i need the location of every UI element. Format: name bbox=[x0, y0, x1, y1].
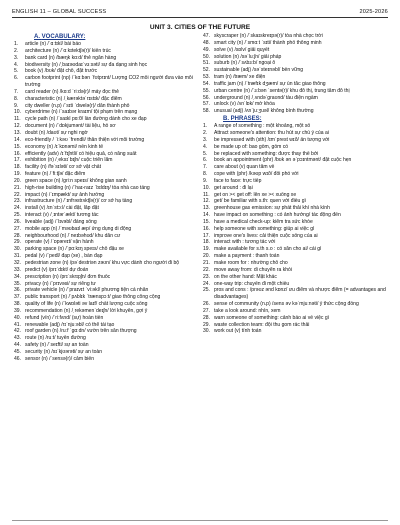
item-number: 30. bbox=[14, 246, 22, 253]
phrase-item bbox=[203, 328, 388, 335]
item-text: warn someone of something: cảnh báo ai về việc gì bbox=[214, 314, 330, 321]
item-number: 27. bbox=[203, 307, 211, 314]
item-text: have impact on something : có ảnh hưởng/ tác động đến bbox=[214, 212, 341, 219]
phrase-item bbox=[203, 246, 388, 253]
item-text: on the other hand: Mặt khác bbox=[214, 273, 277, 280]
item-text: underground (n) /ˌʌndəˈɡraʊnd/ tàu điện ngầm bbox=[214, 94, 318, 101]
item-number: 46. bbox=[14, 355, 22, 362]
item-text: get/ be familiar with s.th: quen với điều gì bbox=[214, 198, 306, 205]
item-number: 29. bbox=[203, 321, 211, 328]
item-text: move away from: di chuyển ra khỏi bbox=[214, 266, 292, 273]
item-text: privacy (n) /ˈprɪvəsi/ sự riêng tư bbox=[25, 280, 96, 287]
vocab-item bbox=[14, 157, 199, 164]
item-text: neighbourhood (n) /ˈneɪbəhʊd/ khu dân cư bbox=[25, 232, 121, 239]
left-column bbox=[12, 33, 199, 363]
vocab-item bbox=[14, 62, 199, 69]
item-number: 15. bbox=[14, 143, 22, 150]
item-number: 52. bbox=[203, 67, 211, 74]
vocab-item bbox=[14, 349, 199, 356]
vocab-item bbox=[14, 233, 199, 240]
item-number: 28. bbox=[14, 232, 22, 239]
item-number: 3. bbox=[14, 54, 19, 61]
vocab-item bbox=[203, 47, 388, 54]
phrase-item bbox=[203, 267, 388, 274]
vocab-item bbox=[14, 260, 199, 267]
item-number: 25. bbox=[203, 287, 211, 294]
item-text: face to face: trực tiếp bbox=[214, 177, 262, 184]
item-text: carbon footprint (np) /ˈkɑːbən ˈfʊtprɪnt/ Lượng CO2 mỗi người đưa vào môi trường bbox=[25, 75, 193, 89]
item-number: 37. bbox=[14, 294, 22, 301]
phrase-item bbox=[203, 287, 388, 301]
phrase-item bbox=[203, 144, 388, 151]
item-text: renewable (adj) /rɪˈnjuːəbl/ có thể tái tạo bbox=[25, 321, 115, 328]
vocab-item bbox=[14, 130, 199, 137]
header-subject: ENGLISH 11 – GLOBAL SUCCESS bbox=[12, 9, 107, 15]
phrase-item bbox=[203, 198, 388, 205]
item-number: 22. bbox=[203, 266, 211, 273]
vocabulary-list-right bbox=[203, 33, 388, 115]
item-number: 16. bbox=[14, 150, 22, 157]
item-text: get on >< get off: lên xe >< xuống xe bbox=[214, 191, 297, 198]
item-text: parking space (n) /ˈpɑːkɪŋ speɪs/ chỗ đậu xe bbox=[25, 246, 124, 253]
item-number: 11. bbox=[14, 116, 21, 123]
item-number: 32. bbox=[14, 260, 22, 266]
vocab-item bbox=[203, 74, 388, 81]
phrase-item bbox=[203, 219, 388, 226]
section-letter: B. bbox=[223, 116, 229, 123]
phrase-item bbox=[203, 260, 388, 267]
item-number: 26. bbox=[203, 301, 211, 308]
item-number: 23. bbox=[203, 273, 211, 280]
item-text: sustainable (adj) /səˈsteɪnəbl/ bền vững bbox=[214, 67, 304, 74]
phrase-item bbox=[203, 226, 388, 233]
phrase-item bbox=[203, 253, 388, 260]
item-number: 34. bbox=[14, 273, 22, 280]
item-text: pedestrian zone (n) /pəˈdestriən zəʊn/ khu vực dành cho người đi bộ bbox=[25, 260, 180, 266]
item-number: 43. bbox=[14, 335, 22, 342]
vocab-item bbox=[14, 267, 199, 274]
item-text: improve one's lives: cải thiện cuộc sống của ai bbox=[214, 232, 318, 239]
item-number: 8. bbox=[203, 171, 208, 178]
vocab-item bbox=[14, 294, 199, 301]
item-number: 9. bbox=[14, 102, 19, 109]
item-number: 9. bbox=[203, 177, 208, 184]
phrase-item bbox=[203, 239, 388, 246]
item-text: interact (v) /ˌɪntərˈækt/ tương tác bbox=[25, 212, 99, 219]
item-number: 47. bbox=[203, 33, 211, 39]
item-text: be replaced with something: được thay thế bởi bbox=[214, 150, 319, 157]
item-number: 17. bbox=[14, 157, 22, 164]
item-text: cycle path (n) /ˈsaɪkl pɑːθ/ làn đường dành cho xe đạp bbox=[25, 116, 147, 123]
vocab-item bbox=[14, 253, 199, 260]
item-text: liveable (adj) /ˈlɪvəbl/ đáng sống bbox=[25, 218, 97, 225]
phrase-item bbox=[203, 212, 388, 219]
vocab-item bbox=[14, 144, 199, 151]
item-text: mobile app (n) /ˈməʊbaɪl æp/ ứng dụng di động bbox=[25, 225, 132, 232]
phrase-item bbox=[203, 171, 388, 178]
phrase-item bbox=[203, 322, 388, 329]
right-column bbox=[203, 33, 388, 363]
section-heading-phrases bbox=[223, 116, 388, 122]
item-text: economy (n) /ɪˈkɒnəmi/ nền kinh tế bbox=[25, 143, 104, 150]
item-number: 24. bbox=[203, 280, 211, 287]
vocab-item bbox=[14, 315, 199, 322]
vocab-item bbox=[14, 219, 199, 226]
phrase-item bbox=[203, 308, 388, 315]
item-number: 12. bbox=[203, 198, 211, 205]
phrase-item bbox=[203, 164, 388, 171]
item-number: 13. bbox=[14, 129, 22, 136]
item-text: efficiently (adv) /ɪˈfɪʃntli/ có hiệu quả, có năng suất bbox=[25, 150, 137, 157]
vocab-item bbox=[203, 33, 388, 40]
item-number: 13. bbox=[203, 205, 211, 212]
phrase-item bbox=[203, 205, 388, 212]
item-number: 48. bbox=[203, 39, 211, 46]
vocab-item bbox=[14, 123, 199, 130]
item-number: 19. bbox=[203, 246, 211, 253]
item-number: 24. bbox=[14, 205, 22, 212]
item-number: 17. bbox=[203, 232, 211, 239]
item-text: book an appointment (phr) /bʊk ən əˈpɔɪntmənt/ đặt cuộc hẹn bbox=[214, 157, 352, 164]
item-text: urban centre (n) /ˈɜːbən ˈsentə(r)/ khu đô thị, trung tâm đô thị bbox=[214, 87, 350, 94]
item-number: 5. bbox=[14, 68, 19, 75]
vocab-item bbox=[14, 205, 199, 212]
vocab-item bbox=[14, 137, 199, 144]
item-number: 15. bbox=[203, 218, 211, 225]
section-title: PHRASES: bbox=[230, 116, 262, 123]
item-text: install (v) /ɪnˈstɔːl/ cài đặt, lắp đặt bbox=[25, 205, 99, 212]
vocabulary-list-left bbox=[14, 41, 199, 363]
item-text: city dweller (n.p) /ˈsɪti ˈdwelə(r)/ dân thành phố bbox=[25, 102, 130, 109]
item-number: 4. bbox=[14, 61, 19, 68]
item-text: quality of life (n) /ˈkwɒləti əv laɪf/ chất lượng cuộc sống bbox=[25, 301, 148, 308]
item-number: 42. bbox=[14, 328, 22, 335]
item-text: recommendation (n) /ˌrekəmenˈdeɪʃn/ lời khuyên, gợi ý bbox=[25, 307, 148, 314]
item-text: doubt (n) /daʊt/ sự nghi ngờ bbox=[25, 129, 88, 136]
footer-divider bbox=[12, 520, 388, 521]
item-text: facility (n) /fəˈsɪləti/ cơ sở vật chất bbox=[25, 164, 102, 171]
vocab-item bbox=[14, 322, 199, 329]
item-text: one-way trip: chuyến đi một chiều bbox=[214, 280, 290, 287]
item-text: green space (n) /ɡriːn speɪs/ không gian xanh bbox=[25, 177, 127, 184]
item-number: 11. bbox=[203, 191, 210, 198]
vocab-item bbox=[203, 60, 388, 67]
item-number: 25. bbox=[14, 212, 22, 219]
item-text: book (v) /bʊk/ đặt chỗ, đặt trước bbox=[25, 68, 98, 75]
vocab-item bbox=[14, 356, 199, 363]
vocab-item bbox=[14, 198, 199, 205]
vocab-item bbox=[14, 41, 199, 48]
item-number: 5. bbox=[203, 150, 208, 157]
item-text: pedal (v) /ˈpedl/ đạp (xe) , bàn đạp bbox=[25, 253, 103, 260]
item-text: unlock (v) /ʌnˈlɒk/ mở khóa bbox=[214, 101, 275, 108]
item-number: 49. bbox=[203, 46, 211, 53]
item-number: 7. bbox=[203, 164, 208, 171]
vocab-item bbox=[14, 246, 199, 253]
vocab-item bbox=[14, 287, 199, 294]
phrase-item bbox=[203, 151, 388, 158]
phrase-item bbox=[203, 157, 388, 164]
phrase-list bbox=[203, 123, 388, 335]
item-text: cyberdrime (n) /ˈsaɪbər kraɪm/ tội phạm trên mạng bbox=[25, 109, 138, 116]
phrase-item bbox=[203, 137, 388, 144]
vocab-item bbox=[203, 40, 388, 47]
vocab-item bbox=[14, 212, 199, 219]
header-school-year: 2025-2026 bbox=[359, 9, 388, 15]
item-text: safety (n) /ˈseɪfti/ sự an toàn bbox=[25, 342, 89, 349]
item-number: 2. bbox=[203, 129, 208, 136]
section-letter: A. bbox=[34, 34, 40, 40]
phrase-item bbox=[203, 130, 388, 137]
page-header bbox=[12, 0, 388, 18]
vocab-item bbox=[14, 109, 199, 116]
vocab-item bbox=[203, 67, 388, 74]
item-number: 7. bbox=[14, 88, 19, 95]
item-number: 27. bbox=[14, 225, 22, 232]
item-number: 36. bbox=[14, 287, 22, 294]
vocab-item bbox=[14, 171, 199, 178]
phrase-item bbox=[203, 301, 388, 308]
item-text: greenhouse gas emission: sự phát thải khí nhà kính bbox=[214, 205, 330, 212]
item-number: 55. bbox=[203, 87, 211, 94]
phrase-item bbox=[203, 178, 388, 185]
item-text: pros and cons : /prəʊz ənd kɒnz/ ưu điểm và nhược điểm (= advantages and disadvantages) bbox=[214, 287, 386, 301]
vocab-item bbox=[14, 75, 199, 89]
item-number: 18. bbox=[14, 164, 22, 171]
item-text: predict (v) /prɪˈdɪkt/ dự đoán bbox=[25, 266, 89, 273]
item-number: 54. bbox=[203, 80, 211, 87]
item-number: 23. bbox=[14, 198, 22, 205]
vocab-item bbox=[14, 178, 199, 185]
vocab-item bbox=[14, 55, 199, 62]
item-number: 56. bbox=[203, 94, 211, 101]
item-number: 45. bbox=[14, 348, 22, 355]
item-text: prescription (n) /prɪˈskrɪpʃn/ đơn thuốc bbox=[25, 273, 111, 280]
item-number: 22. bbox=[14, 191, 22, 198]
item-text: make available for s.th s.o : có sẵn cho ai/ cái gì bbox=[214, 246, 322, 253]
item-text: cope with (phr) /kəʊp wɪð/ đối phó với bbox=[214, 171, 299, 178]
phrase-item bbox=[203, 233, 388, 240]
item-number: 4. bbox=[203, 143, 208, 150]
item-number: 14. bbox=[14, 136, 22, 143]
item-number: 3. bbox=[203, 136, 208, 143]
item-number: 57. bbox=[203, 101, 211, 108]
item-text: solution (n) /səˈluːʃn/ giải pháp bbox=[214, 53, 282, 60]
section-title: VOCABULARY: bbox=[41, 34, 86, 40]
item-number: 50. bbox=[203, 53, 211, 60]
vocab-item bbox=[203, 54, 388, 61]
item-text: biodiversity (n) /ˌbaɪəʊdaɪˈvɜːsəti/ sự đa dạng sinh học bbox=[25, 61, 148, 68]
item-number: 29. bbox=[14, 239, 22, 246]
item-number: 14. bbox=[203, 212, 211, 219]
item-number: 53. bbox=[203, 74, 211, 81]
item-text: refund (v/n) /ˈriːfʌnd/ (sự) hoàn tiền bbox=[25, 314, 104, 321]
item-text: characteristic (n) /ˌkærəktəˈrɪstɪk/ đặc điểm bbox=[25, 95, 122, 102]
phrase-item bbox=[203, 315, 388, 322]
item-text: traffic jam (n) /ˈtræfɪk dʒæm/ sự ùn tắc giao thông bbox=[214, 80, 326, 87]
item-text: high-rise building (n) /ˈhaɪ-raɪz ˈbɪldɪŋ/ tòa nhà cao tầng bbox=[25, 184, 150, 191]
item-number: 6. bbox=[203, 157, 208, 164]
item-text: unusual (adj) /ʌnˈjuːʒuəl/ không bình thường bbox=[214, 108, 314, 115]
item-number: 1. bbox=[203, 123, 208, 130]
item-text: architecture (n) /ˈɑːkɪtektʃə(r)/ kiến trúc bbox=[25, 47, 111, 54]
vocab-item bbox=[14, 68, 199, 75]
item-text: impact (n) /ˈɪmpækt/ sự ảnh hưởng bbox=[25, 191, 105, 198]
item-text: waste collection team: đội thu gom rác thải bbox=[214, 321, 310, 328]
item-text: be made up of: bao gồm, gồm có bbox=[214, 143, 289, 150]
vocab-item bbox=[14, 164, 199, 171]
item-number: 35. bbox=[14, 280, 22, 287]
two-column-body bbox=[12, 33, 388, 363]
item-text: be impressed with (sth) /ɪmˈprest wɪð/ ấn tượng với bbox=[214, 136, 330, 143]
item-text: suburb (n) /ˈsʌbɜːb/ ngoại ô bbox=[214, 60, 276, 67]
vocab-item bbox=[14, 226, 199, 233]
vocab-item bbox=[203, 81, 388, 88]
item-text: Attract someone's attention: thu hút sự chú ý của ai bbox=[214, 129, 329, 136]
item-text: help someone with something: giúp ai việc gì bbox=[214, 225, 315, 232]
item-number: 12. bbox=[14, 123, 22, 130]
phrase-item bbox=[203, 192, 388, 199]
item-text: roof garden (n) /ruːf ˈɡɑːdn/ vườn trên sân thượng bbox=[25, 328, 137, 335]
vocab-item bbox=[14, 301, 199, 308]
section-heading-vocabulary bbox=[34, 34, 199, 40]
vocab-item bbox=[203, 108, 388, 115]
item-number: 44. bbox=[14, 342, 22, 349]
item-number: 10. bbox=[14, 109, 22, 116]
item-number: 16. bbox=[203, 225, 211, 232]
item-number: 40. bbox=[14, 314, 22, 321]
item-text: solve (v) /sɒlv/ giải quyết bbox=[214, 46, 270, 53]
item-text: private vehicle (n) /ˈpraɪvɪt ˈviːəkl/ phương tiện cá nhân bbox=[25, 287, 149, 294]
item-number: 28. bbox=[203, 314, 211, 321]
item-number: 21. bbox=[14, 184, 22, 191]
vocab-item bbox=[14, 281, 199, 288]
item-text: sense of community (n.p) /sens əv kəˈmjuːnəti/ ý thức cộng đồng bbox=[214, 301, 359, 308]
item-text: get around : đi lại bbox=[214, 184, 253, 191]
item-text: smart city (n) /ˈsmɑːt ˈsɪti/ thành phố thông minh bbox=[214, 39, 322, 46]
vocab-item bbox=[14, 274, 199, 281]
item-number: 51. bbox=[203, 60, 211, 67]
item-number: 21. bbox=[203, 260, 211, 266]
item-number: 26. bbox=[14, 218, 22, 225]
item-number: 38. bbox=[14, 301, 22, 308]
item-text: A range of something : một khoảng, một số bbox=[214, 123, 311, 130]
item-text: tram (n) /træm/ xe điện bbox=[214, 74, 266, 81]
vocab-item bbox=[14, 308, 199, 315]
phrase-item bbox=[203, 281, 388, 288]
item-number: 6. bbox=[14, 75, 19, 82]
item-number: 8. bbox=[14, 95, 19, 102]
vocab-item bbox=[14, 89, 199, 96]
vocab-item bbox=[14, 96, 199, 103]
item-number: 58. bbox=[203, 108, 211, 115]
item-text: card reader (n) /kɑːd ˈriːdə(r)/ máy đọc thẻ bbox=[25, 88, 119, 95]
vocab-item bbox=[14, 48, 199, 55]
item-text: skyscraper (n) /ˈskaɪskreɪpə(r)/ tòa nhà chọc trời bbox=[214, 33, 323, 39]
vocab-item bbox=[14, 342, 199, 349]
item-number: 18. bbox=[203, 239, 211, 246]
item-number: 19. bbox=[14, 171, 22, 178]
item-text: public transport (n) /ˈpʌblɪk ˈtrænspɔːt/ giao thông công cộng bbox=[25, 294, 161, 301]
item-text: infrastructure (n) /ˈɪnfrəstrʌktʃə(r)/ cơ sở hạ tầng bbox=[25, 198, 133, 205]
vocab-item bbox=[14, 335, 199, 342]
phrase-item bbox=[203, 274, 388, 281]
item-text: route (n) /ruːt/ tuyến đường bbox=[25, 335, 86, 342]
item-number: 41. bbox=[14, 321, 22, 328]
vocab-item bbox=[203, 88, 388, 95]
vocab-item bbox=[14, 103, 199, 110]
vocab-item bbox=[203, 101, 388, 108]
item-text: make a payment : thanh toán bbox=[214, 253, 280, 260]
vocab-item bbox=[14, 328, 199, 335]
item-number: 20. bbox=[14, 177, 22, 184]
item-text: have a medical check-up: kiểm tra sức khỏe bbox=[214, 218, 313, 225]
phrase-item bbox=[203, 185, 388, 192]
item-number: 33. bbox=[14, 266, 22, 273]
item-text: eco-friendly / ˈiːkəʊ ˈfrendli/ thân thiện với môi trường bbox=[25, 136, 145, 143]
item-number: 10. bbox=[203, 184, 211, 191]
vocab-item bbox=[14, 239, 199, 246]
item-number: 30. bbox=[203, 328, 211, 335]
item-text: take a look around: nhìn, xem bbox=[214, 307, 281, 314]
vocab-item bbox=[14, 116, 199, 123]
item-text: care about (v) quan tâm về bbox=[214, 164, 275, 171]
item-text: make room for : nhường chỗ cho bbox=[214, 260, 288, 266]
item-number: 39. bbox=[14, 307, 22, 314]
item-number: 20. bbox=[203, 253, 211, 260]
item-text: sensor (n) /ˈsensə(r)/ cảm biến bbox=[25, 355, 94, 362]
item-text: interact with : tương tác với bbox=[214, 239, 276, 246]
vocab-item bbox=[203, 95, 388, 102]
unit-title: UNIT 3. CITIES OF THE FUTURE bbox=[149, 24, 251, 31]
item-text: document (n) /ˈdɒkjumənt/ tài liệu, hồ sơ bbox=[25, 123, 116, 130]
item-text: exhibition (n) /ˌeksɪˈbɪʃn/ cuộc triển lãm bbox=[25, 157, 113, 164]
vocab-item bbox=[14, 185, 199, 192]
phrase-item bbox=[203, 123, 388, 130]
item-text: article (n) /ˈɑːtɪkl/ bài báo bbox=[25, 41, 81, 47]
vocab-item bbox=[14, 192, 199, 199]
vocab-item bbox=[14, 151, 199, 158]
item-text: operate (v) /ˈɒpəreɪt/ vận hành bbox=[25, 239, 94, 246]
item-text: work out (v) tính toán bbox=[214, 328, 262, 335]
item-number: 1. bbox=[14, 41, 19, 47]
item-text: bank card (n) /bæŋk kɑːd/ thẻ ngân hàng bbox=[25, 54, 117, 61]
item-text: feature (n) /ˈfiːtʃə/ đặc điểm bbox=[25, 171, 86, 178]
item-number: 2. bbox=[14, 47, 19, 54]
item-text: security (n) /sɪˈkjʊərəti/ sự an toàn bbox=[25, 348, 103, 355]
item-number: 31. bbox=[14, 253, 22, 260]
